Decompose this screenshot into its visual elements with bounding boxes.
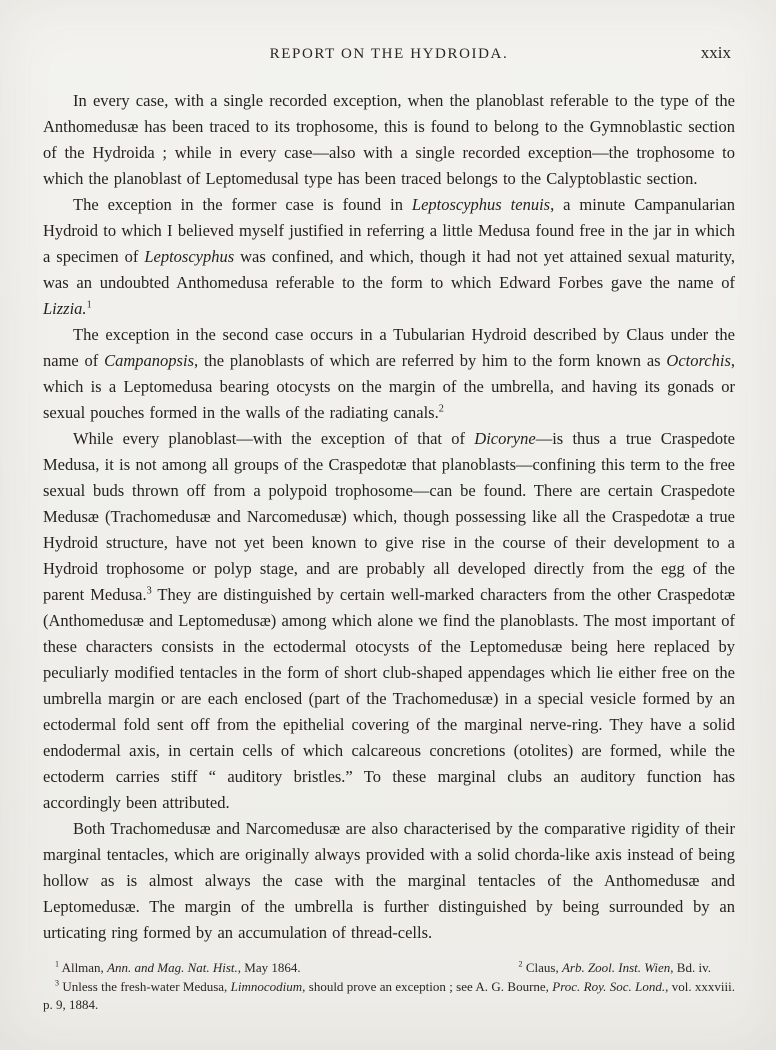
footnote-row <box>43 959 735 977</box>
footnote-2: $^2$ Claus, Arb. Zool. Inst. Wien, Bd. iv. <box>518 959 711 975</box>
page-number: xxix <box>700 43 731 62</box>
body-text <box>43 88 735 946</box>
running-title: REPORT ON THE HYDROIDA. <box>269 46 509 62</box>
paragraph-former-case-exception: The exception in the former case is found in Leptoscyphus tenuis, a minute Campanularian Hydroid to which I believed myself justified in referring a little Medusa found free in the jar in which a specimen of Leptoscyphus was confined, and which, though it had not yet attained sexual maturity, was an undoubted Anthomedusa referable to the form to which Edward Forbes gave the name of Lizzia.$^1$ <box>43 195 736 318</box>
footnote-3: $^3$ Unless the fresh-water Medusa, Limnocodium, should prove an exception ; see A. G. Bourne, Proc. Roy. Soc. Lond., vol. xxxviii. p. 9, 1884. <box>43 978 736 1012</box>
footnotes <box>43 959 735 1014</box>
footnote-1: $^1$ Allman, Ann. and Mag. Nat. Hist., May 1864. <box>55 959 301 975</box>
paragraph-marginal-tentacles: Both Trachomedusæ and Narcomedusæ are also characterised by the comparative rigidity of their marginal tentacles, which are originally always provided with a solid chorda-like axis instead of being hollow as is almost always the case with the marginal tentacles of the Anthomedusæ and Leptomedusæ. The margin of the umbrella is further distinguished by being surrounded by an urticating ring formed by an accumulation of thread-cells. <box>43 819 735 942</box>
paragraph-second-case-exception: The exception in the second case occurs in a Tubularian Hydroid described by Claus under the name of Campanopsis, the planoblasts of which are referred by him to the form known as Octorchis, which is a Leptomedusa bearing otocysts on the margin of the umbrella, and having its gonads or sexual pouches formed in the walls of the radiating canals.$^2$ <box>43 325 736 422</box>
paragraph-exceptions-overview: In every case, with a single recorded exception, when the planoblast referable to the type of the Anthomedusæ has been traced to its trophosome, this is found to belong to the Gymnoblastic section of the Hydroida ; while in every case—also with a single recorded exception—the trophosome to which the planoblast of Leptomedusal type has been traced belongs to the Calyptoblastic section. <box>43 91 735 188</box>
paragraph-craspedote-medusae: While every planoblast—with the exception of that of Dicoryne—is thus a true Craspedote Medusa, it is not among all groups of the Craspedotæ that planoblasts—confining this term to the free sexual buds thrown off from a polypoid trophosome—can be found. There are certain Craspedote Medusæ (Trachomedusæ and Narcomedusæ) which, though possessing like all the Craspedotæ a true Hydroid structure, have not yet been known to give rise in the course of their development to a Hydroid trophosome or polyp stage, and are probably all developed directly from the egg of the parent Medusa.$^3$ They are distinguished by certain well-marked characters from the other Craspedotæ (Anthomedusæ and Leptomedusæ) among which alone we find the planoblasts. The most important of these characters consists in the ectodermal otocysts of the Leptomedusæ being here replaced by peculiarly modified tentacles in the form of short club-shaped appendages which lie either free on the umbrella margin or are each enclosed (part of the Trachomedusæ) in a special vesicle formed by an ectodermal fold sent off from the epithelial covering of the marginal nerve-ring. They have a solid endodermal axis, in certain cells of which calcareous concretions (otolites) are formed, while the ectoderm carries stiff “ auditory bristles.” To these marginal clubs an auditory function has accordingly been attributed. <box>43 429 736 812</box>
page-header <box>43 43 735 68</box>
